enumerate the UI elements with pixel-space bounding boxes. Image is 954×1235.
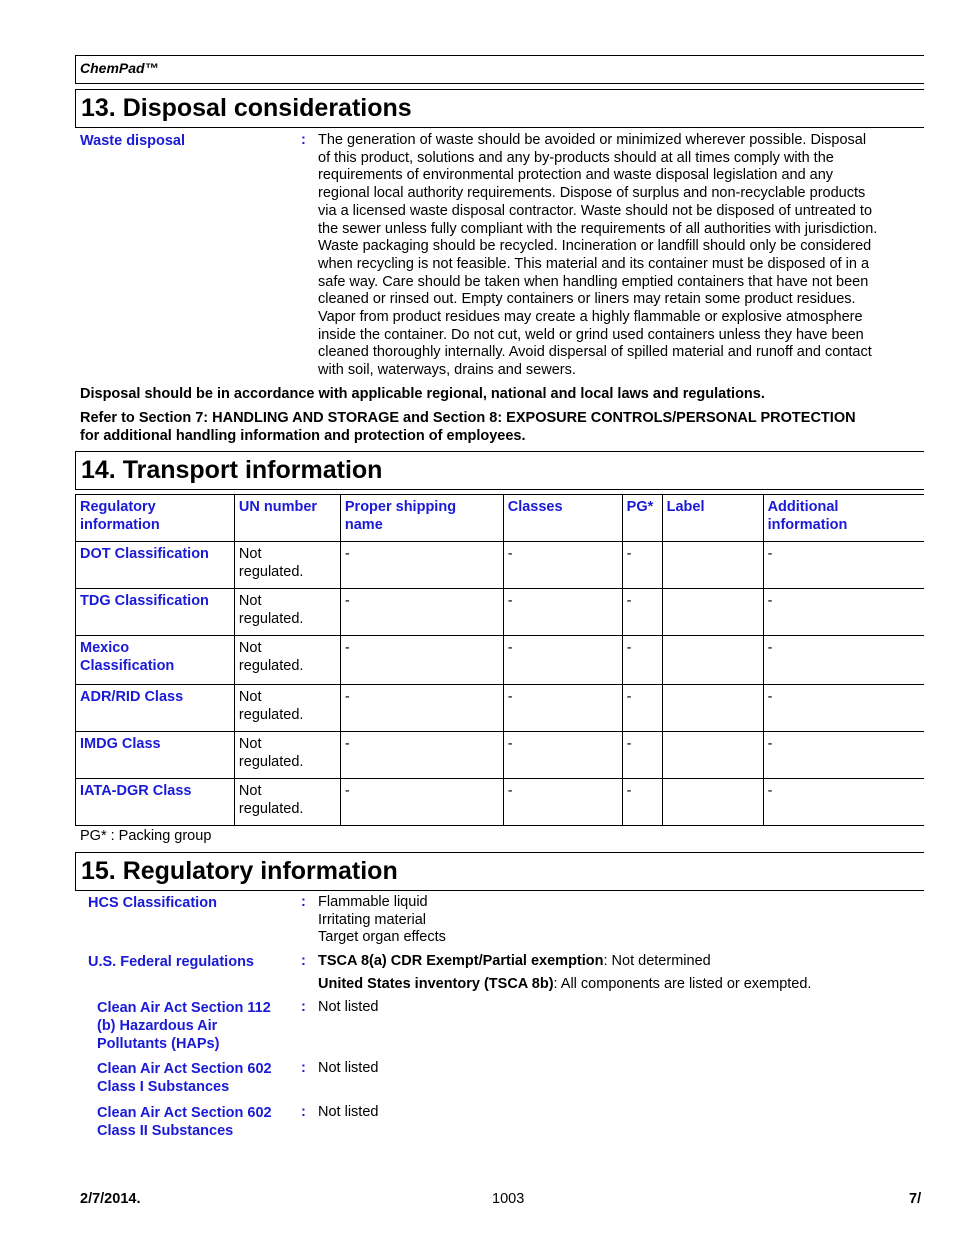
table-row <box>76 636 925 685</box>
transport-table <box>75 494 924 826</box>
table-row <box>76 542 925 589</box>
tsca-8b-line: United States inventory (TSCA 8b): All components are listed or exempted. <box>318 976 812 992</box>
colon: : <box>301 1060 306 1076</box>
table-row <box>76 732 925 779</box>
footer-code: 1003 <box>492 1191 525 1207</box>
classes-cell: - <box>503 779 622 826</box>
clean-air-act-602-class-i-label: Clean Air Act Section 602 Class I Substances <box>97 1061 272 1095</box>
un-number-cell: Not regulated. <box>234 542 340 589</box>
clean-air-act-602-class-i-value: Not listed <box>318 1060 379 1076</box>
additional-cell: - <box>763 589 924 636</box>
shipping-name-cell: - <box>340 779 503 826</box>
section-13-heading: 13. Disposal considerations <box>75 89 924 128</box>
waste-disposal-text: The generation of waste should be avoided or minimized wherever possible. Disposal of this product, solutions and any by-products should at all times comply with the requirements of environmental protection and waste disposal legislation and any regional local authority requirements. Dispose of surplus and non-recyclable products via a licensed waste disposal contractor. Waste should not be disposed of untreated to the sewer unless fully compliant with the requirements of all authorities with jurisdiction. Waste packaging should be recycled. Incineration or landfill should only be considered when recycling is not feasible. This material and its container must be disposed of in a safe way. Care should be taken when handling emptied containers that have not been cleaned or rinsed out. Empty containers or liners may retain some product residues. Vapor from product residues may create a highly flammable or explosive atmosphere inside the container. Do not cut, weld or grind used containers unless they have been cleaned thoroughly internally. Avoid dispersal of spilled material and runoff and contact with soil, waterways, drains and sewers. <box>318 132 878 379</box>
colon: : <box>301 999 306 1015</box>
product-header-box <box>75 55 924 84</box>
additional-cell: - <box>763 636 924 685</box>
header-additional-information: Additional information <box>763 495 924 542</box>
product-name: ChemPad™ <box>80 60 159 76</box>
un-number-cell: Not regulated. <box>234 589 340 636</box>
footer-date: 2/7/2014. <box>80 1191 141 1207</box>
label-cell <box>662 636 763 685</box>
additional-cell: - <box>763 685 924 732</box>
additional-cell: - <box>763 732 924 779</box>
un-number-cell: Not regulated. <box>234 636 340 685</box>
un-number-cell: Not regulated. <box>234 732 340 779</box>
section-14-heading: 14. Transport information <box>75 451 924 490</box>
label-cell <box>662 542 763 589</box>
clean-air-act-112-label: Clean Air Act Section 112 (b) Hazardous Air Pollutants (HAPs) <box>97 1000 271 1052</box>
header-classes: Classes <box>503 495 622 542</box>
label-cell <box>662 589 763 636</box>
table-row <box>76 589 925 636</box>
pg-cell: - <box>622 685 662 732</box>
pg-cell: - <box>622 542 662 589</box>
un-number-cell: Not regulated. <box>234 685 340 732</box>
shipping-name-cell: - <box>340 542 503 589</box>
row-name-mexico: Mexico Classification <box>76 636 235 685</box>
refer-note: Refer to Section 7: HANDLING AND STORAGE and Section 8: EXPOSURE CONTROLS/PERSONAL PROTECTION for additional handling information and protection of employees. <box>80 410 856 444</box>
row-name-tdg: TDG Classification <box>76 589 235 636</box>
un-number-cell: Not regulated. <box>234 779 340 826</box>
row-name-iata-dgr: IATA-DGR Class <box>76 779 235 826</box>
classes-cell: - <box>503 685 622 732</box>
colon: : <box>301 132 306 148</box>
table-row <box>76 779 925 826</box>
header-proper-shipping-name: Proper shipping name <box>340 495 503 542</box>
clean-air-act-602-class-ii-label: Clean Air Act Section 602 Class II Substances <box>97 1105 272 1139</box>
header-un-number: UN number <box>234 495 340 542</box>
additional-cell: - <box>763 542 924 589</box>
row-name-imdg: IMDG Class <box>76 732 235 779</box>
shipping-name-cell: - <box>340 636 503 685</box>
us-federal-regulations-label: U.S. Federal regulations <box>88 954 254 970</box>
table-row <box>76 685 925 732</box>
pg-cell: - <box>622 589 662 636</box>
footer-page-number: 7/ <box>909 1191 922 1207</box>
header-regulatory-information: Regulatory information <box>76 495 235 542</box>
disposal-note: Disposal should be in accordance with applicable regional, national and local laws and regulations. <box>80 386 765 402</box>
clean-air-act-602-class-ii-value: Not listed <box>318 1104 379 1120</box>
classes-cell: - <box>503 732 622 779</box>
clean-air-act-112-value: Not listed <box>318 999 379 1015</box>
classes-cell: - <box>503 636 622 685</box>
colon: : <box>301 953 306 969</box>
shipping-name-cell: - <box>340 732 503 779</box>
colon: : <box>301 1104 306 1120</box>
header-pg: PG* <box>622 495 662 542</box>
row-name-adr-rid: ADR/RID Class <box>76 685 235 732</box>
classes-cell: - <box>503 542 622 589</box>
colon: : <box>301 894 306 910</box>
shipping-name-cell: - <box>340 685 503 732</box>
table-header-row <box>76 495 925 542</box>
header-label: Label <box>662 495 763 542</box>
tsca-8a-line: TSCA 8(a) CDR Exempt/Partial exemption: Not determined <box>318 953 711 969</box>
label-cell <box>662 732 763 779</box>
hcs-classification-label: HCS Classification <box>88 895 217 911</box>
shipping-name-cell: - <box>340 589 503 636</box>
classes-cell: - <box>503 589 622 636</box>
row-name-dot: DOT Classification <box>76 542 235 589</box>
hcs-classification-values: Flammable liquid Irritating material Target organ effects <box>318 894 446 946</box>
pg-cell: - <box>622 779 662 826</box>
waste-disposal-label: Waste disposal <box>80 133 186 149</box>
pg-cell: - <box>622 732 662 779</box>
label-cell <box>662 685 763 732</box>
pg-cell: - <box>622 636 662 685</box>
additional-cell: - <box>763 779 924 826</box>
packing-group-footnote: PG* : Packing group <box>80 828 212 844</box>
label-cell <box>662 779 763 826</box>
section-15-heading: 15. Regulatory information <box>75 852 924 891</box>
